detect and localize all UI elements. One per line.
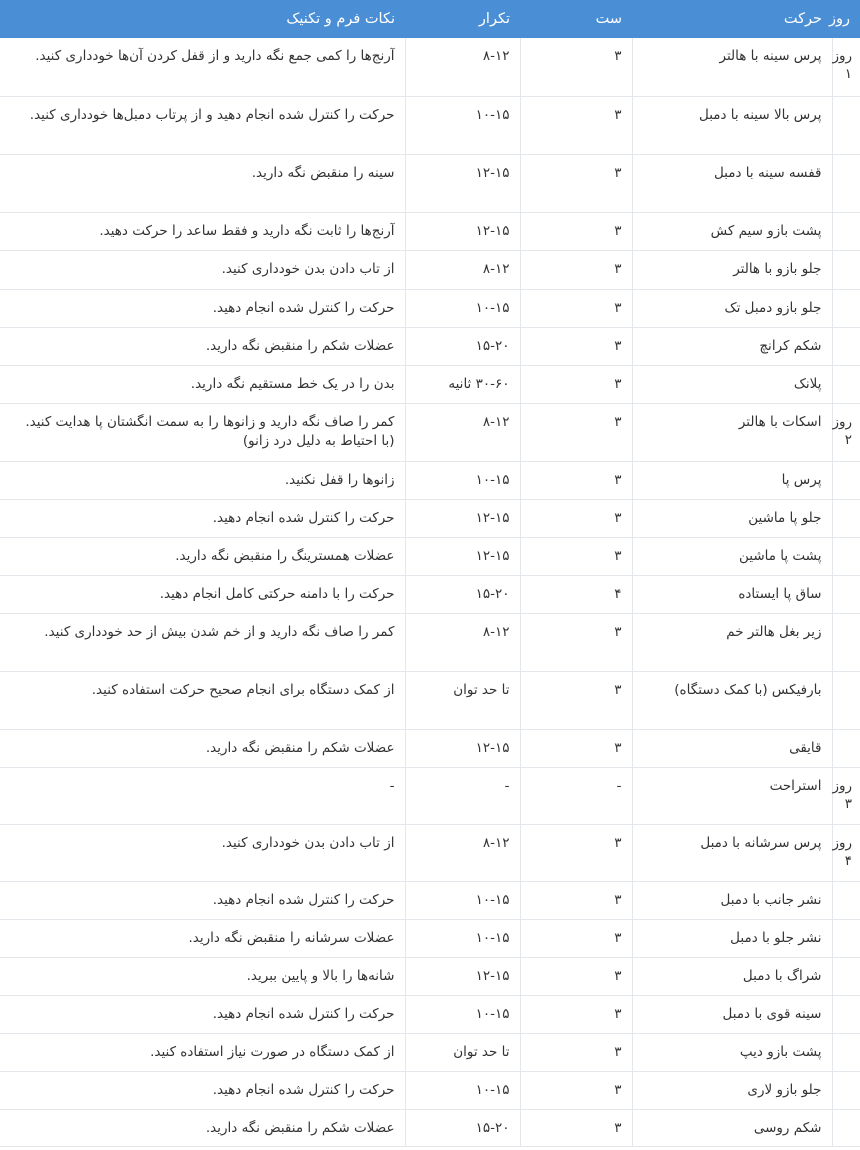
table-row (0, 1033, 860, 1071)
reps-cell: ۱۲-۱۵ (405, 957, 520, 995)
sets-cell: ۳ (520, 1071, 632, 1109)
notes-cell: عضلات شکم را منقبض نگه دارید. (0, 327, 405, 365)
table-row (0, 96, 860, 154)
table-row (0, 212, 860, 250)
table-row (0, 881, 860, 919)
table-row (0, 957, 860, 995)
sets-cell: ۳ (520, 613, 632, 671)
sets-cell: ۳ (520, 957, 632, 995)
notes-cell: عضلات شکم را منقبض نگه دارید. (0, 729, 405, 767)
table-row (0, 1109, 860, 1146)
day-cell: روز ۳ (832, 767, 860, 824)
reps-cell: ۱۲-۱۵ (405, 537, 520, 575)
notes-cell: از تاب دادن بدن خودداری کنید. (0, 824, 405, 881)
reps-cell: ۱۰-۱۵ (405, 995, 520, 1033)
day-cell (832, 154, 860, 212)
reps-cell: ۱۰-۱۵ (405, 96, 520, 154)
notes-cell: حرکت را کنترل شده انجام دهید. (0, 1071, 405, 1109)
sets-cell: ۳ (520, 729, 632, 767)
header-row (0, 0, 860, 38)
exercise-cell: قفسه سینه با دمبل (632, 154, 832, 212)
notes-cell: از تاب دادن بدن خودداری کنید. (0, 250, 405, 289)
table-row (0, 919, 860, 957)
notes-cell: - (0, 767, 405, 824)
exercise-cell: پلانک (632, 365, 832, 403)
day-cell: روز ۲ (832, 403, 860, 461)
reps-cell: ۱۰-۱۵ (405, 881, 520, 919)
table-row (0, 38, 860, 96)
day-cell (832, 919, 860, 957)
reps-cell: ۸-۱۲ (405, 824, 520, 881)
exercise-cell: اسکات با هالتر (632, 403, 832, 461)
reps-cell: تا حد توان (405, 1033, 520, 1071)
reps-cell: ۸-۱۲ (405, 250, 520, 289)
table-row (0, 575, 860, 613)
exercise-cell: پرس پا (632, 461, 832, 499)
exercise-cell: جلو پا ماشین (632, 499, 832, 537)
day-cell (832, 1033, 860, 1071)
sets-cell: ۴ (520, 575, 632, 613)
sets-cell: ۳ (520, 38, 632, 96)
exercise-cell: نشر جلو با دمبل (632, 919, 832, 957)
table-row (0, 824, 860, 881)
day-cell (832, 995, 860, 1033)
reps-cell: ۱۵-۲۰ (405, 575, 520, 613)
table-row (0, 365, 860, 403)
exercise-cell: پشت پا ماشین (632, 537, 832, 575)
reps-cell: ۱۰-۱۵ (405, 289, 520, 327)
notes-cell: حرکت را کنترل شده انجام دهید. (0, 995, 405, 1033)
exercise-cell: پرس سینه با هالتر (632, 38, 832, 96)
day-cell (832, 365, 860, 403)
reps-cell: - (405, 767, 520, 824)
notes-cell: زانوها را قفل نکنید. (0, 461, 405, 499)
exercise-cell: بارفیکس (با کمک دستگاه) (632, 671, 832, 729)
reps-cell: ۱۲-۱۵ (405, 212, 520, 250)
day-cell (832, 289, 860, 327)
table-row (0, 403, 860, 461)
exercise-cell: جلو بازو با هالتر (632, 250, 832, 289)
table-row (0, 250, 860, 289)
notes-cell: حرکت را با دامنه حرکتی کامل انجام دهید. (0, 575, 405, 613)
day-cell (832, 327, 860, 365)
day-cell: روز ۱ (832, 38, 860, 96)
sets-cell: ۳ (520, 881, 632, 919)
sets-cell: ۳ (520, 212, 632, 250)
exercise-cell: جلو بازو لاری (632, 1071, 832, 1109)
sets-cell: ۳ (520, 96, 632, 154)
sets-cell: ۳ (520, 671, 632, 729)
exercise-cell: پرس سرشانه با دمبل (632, 824, 832, 881)
table-row (0, 154, 860, 212)
exercise-cell: قایقی (632, 729, 832, 767)
exercise-cell: زیر بغل هالتر خم (632, 613, 832, 671)
day-cell (832, 671, 860, 729)
sets-cell: - (520, 767, 632, 824)
exercise-cell: نشر جانب با دمبل (632, 881, 832, 919)
day-cell (832, 1109, 860, 1146)
table-row (0, 289, 860, 327)
reps-cell: ۸-۱۲ (405, 38, 520, 96)
day-cell (832, 96, 860, 154)
header-notes: نکات فرم و تکنیک (286, 11, 395, 27)
sets-cell: ۳ (520, 289, 632, 327)
notes-cell: آرنج‌ها را کمی جمع نگه دارید و از قفل کردن آن‌ها خودداری کنید. (0, 38, 405, 96)
table-row (0, 613, 860, 671)
reps-cell: ۱۵-۲۰ (405, 1109, 520, 1146)
notes-cell: عضلات همسترینگ را منقبض نگه دارید. (0, 537, 405, 575)
exercise-cell: شکم روسی (632, 1109, 832, 1146)
day-cell (832, 212, 860, 250)
reps-cell: ۱۰-۱۵ (405, 919, 520, 957)
notes-cell: عضلات شکم را منقبض نگه دارید. (0, 1109, 405, 1146)
day-cell (832, 881, 860, 919)
reps-cell: ۱۲-۱۵ (405, 154, 520, 212)
sets-cell: ۳ (520, 250, 632, 289)
header-exercise: حرکت (783, 11, 822, 27)
notes-cell: از کمک دستگاه برای انجام صحیح حرکت استفاده کنید. (0, 671, 405, 729)
reps-cell: ۱۰-۱۵ (405, 1071, 520, 1109)
notes-cell: عضلات سرشانه را منقبض نگه دارید. (0, 919, 405, 957)
sets-cell: ۳ (520, 154, 632, 212)
notes-cell: حرکت را کنترل شده انجام دهید. (0, 499, 405, 537)
notes-cell: از کمک دستگاه در صورت نیاز استفاده کنید. (0, 1033, 405, 1071)
reps-cell: تا حد توان (405, 671, 520, 729)
reps-cell: ۱۵-۲۰ (405, 327, 520, 365)
sets-cell: ۳ (520, 327, 632, 365)
table-row (0, 327, 860, 365)
day-cell: روز ۴ (832, 824, 860, 881)
notes-cell: حرکت را کنترل شده انجام دهید. (0, 289, 405, 327)
sets-cell: ۳ (520, 1033, 632, 1071)
notes-cell: کمر را صاف نگه دارید و از خم شدن بیش از حد خودداری کنید. (0, 613, 405, 671)
notes-cell: سینه را منقبض نگه دارید. (0, 154, 405, 212)
notes-cell: حرکت را کنترل شده انجام دهید. (0, 881, 405, 919)
day-cell (832, 250, 860, 289)
table-body (0, 38, 860, 1146)
exercise-cell: شراگ با دمبل (632, 957, 832, 995)
sets-cell: ۳ (520, 461, 632, 499)
exercise-cell: پشت بازو سیم کش (632, 212, 832, 250)
table-row (0, 1071, 860, 1109)
sets-cell: ۳ (520, 824, 632, 881)
sets-cell: ۳ (520, 365, 632, 403)
notes-cell: بدن را در یک خط مستقیم نگه دارید. (0, 365, 405, 403)
header-sets: ست (595, 11, 622, 27)
reps-cell: ۸-۱۲ (405, 403, 520, 461)
reps-cell: ۸-۱۲ (405, 613, 520, 671)
sets-cell: ۳ (520, 995, 632, 1033)
notes-cell: شانه‌ها را بالا و پایین ببرید. (0, 957, 405, 995)
table-row (0, 537, 860, 575)
sets-cell: ۳ (520, 537, 632, 575)
exercise-cell: پرس بالا سینه با دمبل (632, 96, 832, 154)
reps-cell: ۱۰-۱۵ (405, 461, 520, 499)
day-cell (832, 613, 860, 671)
notes-cell: کمر را صاف نگه دارید و زانوها را به سمت انگشتان پا هدایت کنید. (با احتیاط به دلیل درد زانو) (0, 403, 405, 461)
table-row (0, 671, 860, 729)
day-cell (832, 1071, 860, 1109)
notes-cell: حرکت را کنترل شده انجام دهید و از پرتاب دمبل‌ها خودداری کنید. (0, 96, 405, 154)
day-cell (832, 461, 860, 499)
exercise-cell: جلو بازو دمبل تک (632, 289, 832, 327)
day-cell (832, 729, 860, 767)
exercise-cell: ساق پا ایستاده (632, 575, 832, 613)
header-day: روز (828, 11, 850, 27)
notes-cell: آرنج‌ها را ثابت نگه دارید و فقط ساعد را حرکت دهید. (0, 212, 405, 250)
exercise-cell: پشت بازو دیپ (632, 1033, 832, 1071)
sets-cell: ۳ (520, 1109, 632, 1146)
reps-cell: ۱۲-۱۵ (405, 729, 520, 767)
sets-cell: ۳ (520, 499, 632, 537)
table-header (0, 0, 860, 38)
reps-cell: ۱۲-۱۵ (405, 499, 520, 537)
sets-cell: ۳ (520, 403, 632, 461)
exercise-cell: استراحت (632, 767, 832, 824)
table-row (0, 499, 860, 537)
day-cell (832, 957, 860, 995)
table-row (0, 461, 860, 499)
day-cell (832, 537, 860, 575)
day-cell (832, 499, 860, 537)
table-row (0, 729, 860, 767)
exercise-cell: شکم کرانچ (632, 327, 832, 365)
table-row (0, 995, 860, 1033)
header-reps: تکرار (478, 11, 510, 27)
sets-cell: ۳ (520, 919, 632, 957)
table-row (0, 767, 860, 824)
exercise-cell: سینه قوی با دمبل (632, 995, 832, 1033)
reps-cell: ۳۰-۶۰ ثانیه (405, 365, 520, 403)
day-cell (832, 575, 860, 613)
